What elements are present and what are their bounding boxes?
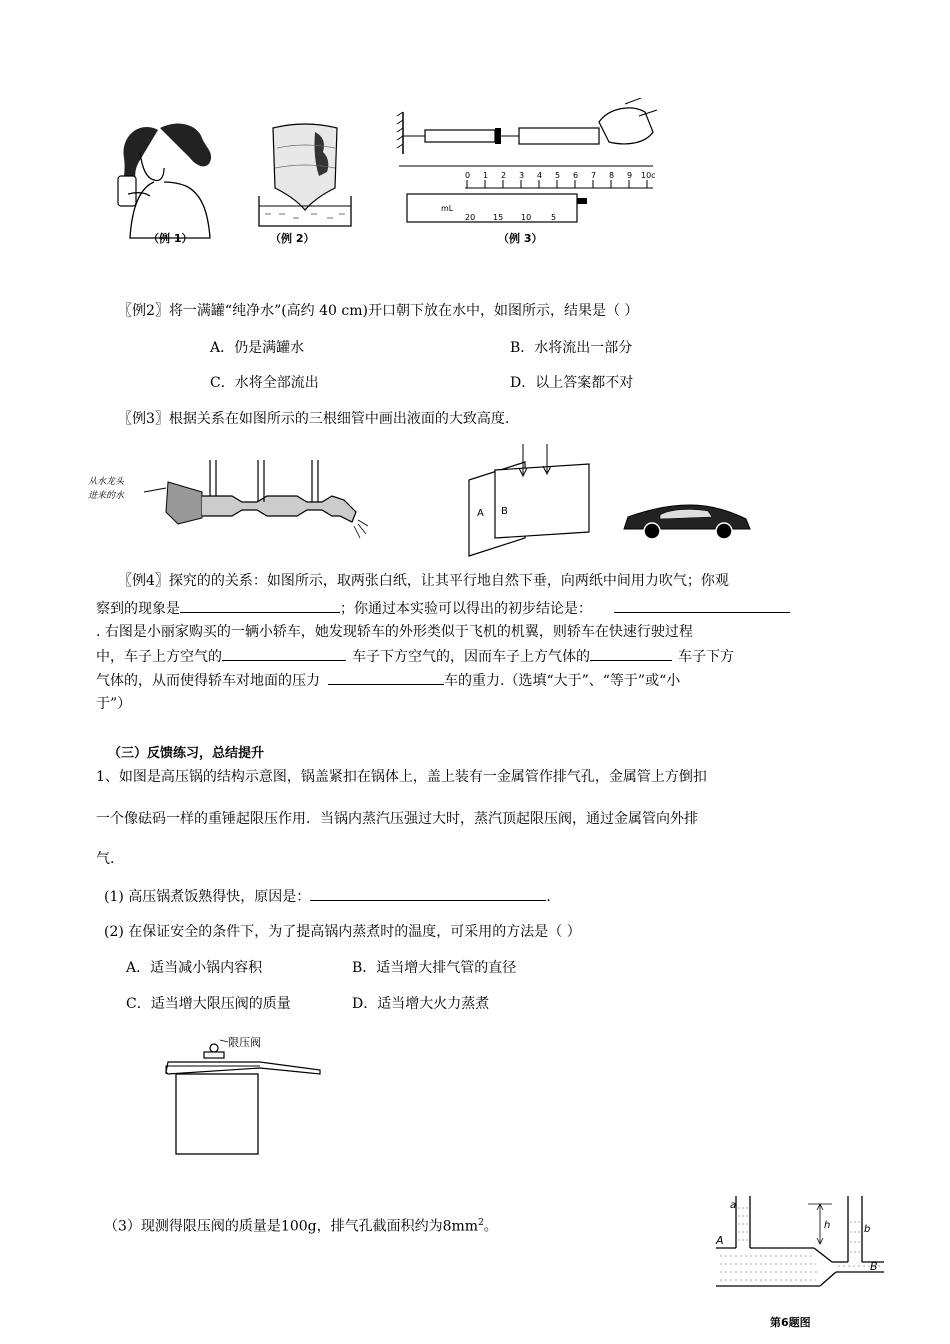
question-1-text: (1) 高压锅煮饭熟得快，原因是：: [104, 889, 311, 905]
syringe-value-20: 20: [465, 213, 476, 222]
question-2: (2) 在保证安全的条件下，为了提高锅内蒸煮时的温度，可采用的方法是（ ）: [104, 924, 581, 940]
ruler-tick-5: 5: [555, 171, 561, 180]
air-above-text: 中，车子上方空气的: [96, 649, 222, 665]
point-a-label: A: [716, 1234, 724, 1247]
question-3-superscript: 2: [478, 1218, 484, 1228]
problem-1-paragraph-line-1: 1、如图是高压锅的结构示意图，锅盖紧扣在锅体上，盖上装有一金属管作排气孔，金属管上方倒扣: [96, 769, 707, 785]
question-1-blank[interactable]: [310, 886, 546, 901]
syringe-value-15: 15: [493, 213, 504, 222]
ruler-tick-10: 10c: [641, 171, 656, 180]
example-3-question: 〖例3〗根据关系在如图所示的三根细管中画出液面的大致高度.: [118, 411, 510, 427]
tube-a-label: a: [730, 1200, 737, 1211]
observed-phenomenon-blank[interactable]: [180, 598, 340, 613]
air-pressure-blank[interactable]: [590, 646, 672, 661]
question-2-option-b: B．适当增大排气管的直径: [352, 960, 517, 976]
figure-6-caption: 第6题图: [770, 1316, 811, 1329]
question-2-option-d: D．适当增大火力蒸煮: [352, 996, 490, 1012]
ruler-ticks: [467, 180, 647, 188]
example-3-syringe-figure: [395, 98, 660, 236]
pressure-cooker-figure: [160, 1030, 330, 1170]
ground-pressure-blank[interactable]: [328, 670, 444, 685]
pressure-valve-label: 限压阀: [228, 1036, 261, 1049]
example-4-line-2: [96, 598, 790, 619]
example-2-inverted-jar-figure: [255, 118, 355, 233]
question-1: [104, 886, 551, 907]
tap-label-line-2: 进来的水: [88, 491, 125, 501]
problem-1-paragraph-line-3: 气.: [96, 851, 115, 867]
syringe-ml-label: mL: [441, 204, 454, 213]
example-4-line-6: 于”）: [96, 696, 132, 712]
problem-1-paragraph-line-2: 一个像砝码一样的重锤起限压作用．当锅内蒸汽压强过大时，蒸汽顶起限压阀，通过金属管向外排: [96, 811, 698, 827]
ruler-tick-3: 3: [519, 171, 525, 180]
conclusion-prompt-text: ；你通过本实验可以得出的初步结论是：: [340, 601, 592, 617]
question-3-end: 。: [483, 1218, 498, 1235]
example-2-question: 〖例2〗将一满罐“纯净水”(高约 40 cm)开口朝下放在水中，如图所示，结果是（ ）: [118, 303, 639, 319]
point-b-label: B: [870, 1260, 878, 1273]
question-1-end: .: [546, 889, 551, 905]
paper-a-label: A: [477, 508, 484, 519]
syringe-value-5: 5: [551, 213, 557, 222]
example-2-option-a: A．仍是满罐水: [210, 340, 305, 356]
example-2-option-b: B．水将流出一部分: [510, 340, 633, 356]
question-3: [104, 1213, 498, 1237]
syringe-value-10: 10: [521, 213, 532, 222]
pipe-with-tubes-figure: [82, 452, 382, 552]
question-2-option-c: C．适当增大限压阀的质量: [126, 996, 291, 1012]
two-paper-sheets-figure: [465, 440, 595, 560]
example-4-line-1: 〖例4〗探究的的关系：如图所示，取两张白纸，让其平行地自然下垂，向两纸中间用力吹气；你观: [118, 573, 729, 589]
observed-phenomenon-text: 察到的现象是: [96, 601, 180, 617]
sports-car-figure: [620, 495, 755, 543]
example-2-option-d: D．以上答案都不对: [510, 375, 634, 391]
question-3-text: （3）现测得限压阀的质量是100g，排气孔截面积约为8mm: [104, 1218, 479, 1235]
example-4-line-5: [96, 670, 680, 691]
question-2-option-a: A．适当减小锅内容积: [126, 960, 263, 976]
ruler-tick-0: 0: [465, 171, 471, 180]
paper-b-label: B: [501, 506, 508, 517]
ruler-tick-7: 7: [591, 171, 597, 180]
air-below-text: 车子下方空气的，因而车子上方气体的: [352, 649, 590, 665]
example-1-caption: （例 1）: [148, 232, 193, 245]
ruler-tick-8: 8: [609, 171, 615, 180]
example-2-caption: （例 2）: [270, 232, 315, 245]
ruler-tick-2: 2: [501, 171, 507, 180]
tube-b-label: b: [864, 1224, 871, 1235]
air-speed-blank[interactable]: [222, 646, 346, 661]
height-h-label: h: [824, 1220, 831, 1231]
tap-label-line-1: 从水龙头: [88, 477, 125, 487]
ground-pressure-text: 气体的，从而使得轿车对地面的压力: [96, 673, 320, 689]
example-2-option-c: C．水将全部流出: [210, 375, 319, 391]
figure-6-connected-tubes: [712, 1190, 890, 1312]
ruler-tick-1: 1: [483, 171, 489, 180]
ruler-tick-6: 6: [573, 171, 579, 180]
ruler-tick-9: 9: [627, 171, 633, 180]
example-4-line-3: . 右图是小丽家购买的一辆小轿车，她发现轿车的外形类似于飞机的机翼，则轿车在快速行驶过程: [96, 624, 693, 640]
example-4-line-4: [96, 646, 734, 667]
example-3-caption: （例 3）: [498, 232, 543, 245]
example-1-girl-drinking-figure: [110, 108, 220, 248]
car-below-text: 车子下方: [678, 649, 734, 665]
ruler-tick-4: 4: [537, 171, 543, 180]
car-weight-text: 车的重力.（选填“大于”、“等于”或“小: [444, 673, 681, 689]
section-3-heading: （三）反馈练习，总结提升: [108, 746, 265, 761]
conclusion-blank[interactable]: [614, 598, 790, 613]
